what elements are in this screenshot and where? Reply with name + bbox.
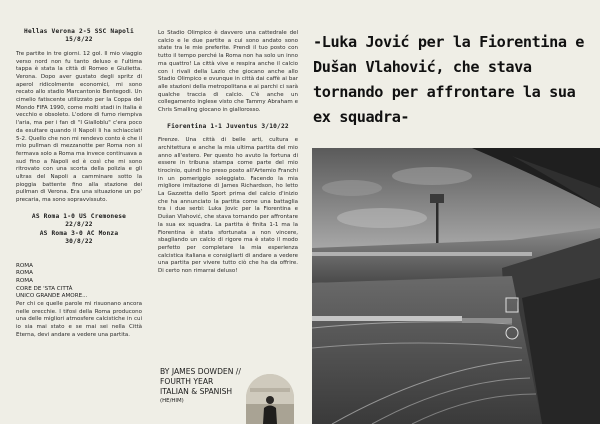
lyric-line: CORE DE 'STA CITTÀ <box>16 285 73 292</box>
left-column <box>16 28 142 340</box>
match-title: AS Roma 1-0 US Cremonese <box>31 212 127 220</box>
lyric-line: ROMA <box>16 262 33 269</box>
match-heading-verona-napoli <box>16 28 142 45</box>
lyric-line: ROMA <box>16 270 33 277</box>
match-date: 30/8/22 <box>65 238 93 246</box>
article-paragraph-olimpico: Lo Stadio Olimpico è davvero una cattedrale del calcio e le due partite a cui sono andato sono state tra le mie preferite. Prendi il tuo posto con tutto il tempo perché la Roma non ha solo un inno ma quattro! La città vive e respira anche il calcio con i rivali della Lazio che giocano anche allo Stadio Olimpico e ovunque in città dai caffè ai bar alle stazioni della metropolitana e ai parchi ci sarà qualche traccia di calcio. C'è anche un collegamento inglese visto che Tammy Abraham e Chris Smalling giocano in giallorosso. <box>158 30 298 114</box>
author-name: BY JAMES DOWDEN // <box>160 367 241 376</box>
lyric-line: UNICO GRANDE AMORE... <box>16 293 88 300</box>
author-course: ITALIAN & SPANISH <box>160 387 233 396</box>
article-paragraph-roma: Per chi ce quelle parole mi risuonano ancora nelle orecchie. I tifosi della Roma producono una delle migliori atmosfere calcistiche in cui io sia mai stato e se mai sei nella Città Eterna, devi andare a vedere una partita. <box>16 301 142 338</box>
author-pronouns: (HE/HIM) <box>160 398 184 404</box>
match-title: Hellas Verona 2-5 SSC Napoli <box>24 28 134 35</box>
article-paragraph-verona: Tre partite in tre giorni. 12 gol. Il mio viaggio verso nord non fu tanto deluso e l'ultima tappa è stata la città di Romeo e Giulietta. Verona. Dopo aver gustato degli spritz di aperol ridicolmente economici, mi sono recato allo stadio Marcantonio Bentegodi. Un cimelio fatiscente utilizzato per la Coppa del Mondo FIFA 1990, come molti stadi in Italia è vecchio e obsoleto. L'odore di fumo riempiva l'aria, ma per i fan di "I Gialloblu" c'era poco da esultare quando il Napoli li ha schiacciati 5-2. Quello che non mi rendevo conto è che il mio pullman di mezzanotte per Roma non si fermava solo a Roma ma invece continuava a sud fino a Napoli ed è così che mi sono ritrovato con una scorta della polizia e gli ultras del Napoli a camminare sotto la pioggia battente fino alla stazione dei pullman di Verona. Era una situazione un po' precaria, ma sono sopravvissuto. <box>16 50 142 204</box>
match-date: 22/8/22 <box>65 221 93 229</box>
pull-quote-headline: -Luka Jović per la Fiorentina e Dušan Vlahović, che stava tornando per affrontare la sua ex squadra- <box>313 33 585 126</box>
middle-column <box>158 30 298 276</box>
author-year: FOURTH YEAR <box>160 377 214 386</box>
article-paragraph-firenze: Firenze. Una città di belle arti, cultura e architettura e anche la mia ultima partita del mio anno all'estero. Per questo ho avuto la fortuna di essere in tribuna stampa come parte del mio tirocinio, quindi ho preso posto all'Artemio Franchi in un pomeriggio soleggiato. Facendo la mia migliore imitazione di James Richardson, ho letto La Gazzetta dello Sport prima del calcio d'inizio che ha annunciato la partita come una battaglia tra i due serbi: Luka Jovic per la Fiorentina e Dušan Vlahović, che stava tornando per affrontare la sua ex squadra. La partita è finita 1-1 ma la Fiorentina è stata sfortunata a non vincere, sbagliando un calcio di rigore ma è stato il modo perfetto per completare la mia esperienza calcistica italiana e consigliarti di andare a vedere una partita per vivere tutto ciò che ha da offrire. Di certo non rimarrai deluso! <box>158 137 298 275</box>
stadium-photo <box>312 148 600 424</box>
match-heading-fiorentina-juventus: Fiorentina 1-1 Juventus 3/10/22 <box>167 122 289 130</box>
right-column <box>305 0 600 424</box>
match-heading-roma <box>16 213 142 247</box>
lyric-line: ROMA <box>16 277 33 284</box>
author-photo <box>246 374 294 424</box>
match-title: AS Roma 3-0 AC Monza <box>39 229 119 237</box>
match-date: 15/8/22 <box>65 36 93 44</box>
roma-anthem-lyrics <box>16 263 142 302</box>
